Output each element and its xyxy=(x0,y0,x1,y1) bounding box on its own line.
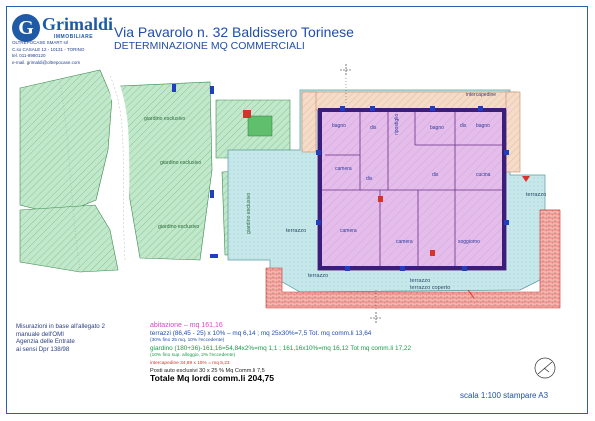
note-line: ai sensi Dpr 138/98 xyxy=(16,345,70,353)
room-label: dis xyxy=(370,125,377,131)
garden-label: giardino esclusivo xyxy=(158,224,200,230)
room-label: bagno xyxy=(332,123,346,129)
agency-line: tel. 011-8980120 xyxy=(12,53,46,58)
area-calculation xyxy=(150,322,411,383)
note-line: Misurazioni in base all'allegato 2 xyxy=(16,323,105,330)
room-label: bagno xyxy=(476,123,490,129)
note-line: Agenzia delle Entrate xyxy=(16,338,75,346)
agency-line: OLTREPOCASE SMART srl xyxy=(12,40,69,45)
room-label: camera xyxy=(340,228,357,234)
brand-sub: IMMOBILIARE xyxy=(54,34,94,40)
room-label: dis xyxy=(366,176,373,182)
terrace-label: terrazzo xyxy=(526,192,547,198)
scale-note: scala 1:100 stampare A3 xyxy=(460,391,549,400)
garden-label: giardino esclusivo xyxy=(144,116,186,122)
room-label: ripostiglio xyxy=(394,113,400,135)
compass-icon xyxy=(535,358,555,378)
intercapedine-line: intercapedine 34,89 x 15% = mq 5,23 xyxy=(150,360,230,366)
house-area xyxy=(316,106,530,298)
garden-label: giardino esclusivo xyxy=(160,160,202,166)
terrazzi-line: terrazzi (86,45 - 25) x 10% – mq 6,14 ; mq 25x30%=7,5 Tot. mq comm.li 13,64 xyxy=(150,329,372,337)
giardino-line: giardino (180+36)-161,16=54,84x2%=mq 1,1 ; 161,16x10%=mq 16,12 Tot mq comm.li 17,22 xyxy=(150,344,412,352)
terrace-label: terrazzo xyxy=(286,228,307,234)
terrace-label: terrazzo xyxy=(308,273,329,279)
giardino-note: (10% fino sup. alloggio, 2% l'eccedente) xyxy=(150,353,236,359)
agency-line: e-mail. grimaldi@oltrepocase.com xyxy=(12,59,81,65)
page-title: Via Pavarolo n. 32 Baldissero Torinese xyxy=(114,24,354,40)
intercapedine-label: intercapedine xyxy=(466,92,497,98)
total-line: Totale Mq lordi comm.li 204,75 xyxy=(150,373,275,384)
garden-label: giardino esclusivo xyxy=(246,192,252,234)
room-label: dis xyxy=(432,172,439,178)
brand-name: Grimaldi xyxy=(42,14,113,34)
abitazione-line: abitazione – mq 161,16 xyxy=(150,322,223,329)
room-label: cucina xyxy=(476,172,491,178)
posti-auto-line: Posti auto esclusivi 30 x 25 % Mq Comm.li 7,5 xyxy=(150,367,265,374)
terrazzi-note: (30% fino 25 mq, 10% l'eccedente) xyxy=(150,338,225,344)
logo-mark: G xyxy=(12,14,40,42)
room-label: camera xyxy=(335,166,352,172)
room-label: camera xyxy=(396,239,413,245)
room-label: dis xyxy=(460,123,467,129)
room-label: bagno xyxy=(430,125,444,131)
terrace-label: terrazzo xyxy=(410,278,431,284)
note-line: manuale dell'OMI xyxy=(16,330,64,338)
agency-line: C.so CASALE 12 - 10131 - TORINO xyxy=(12,46,85,52)
measurement-notes xyxy=(16,323,136,353)
room-label: soggiorno xyxy=(458,239,480,245)
terrace-label: terrazzo coperto xyxy=(410,285,451,291)
page-subtitle: DETERMINAZIONE MQ COMMERCIALI xyxy=(114,40,305,52)
